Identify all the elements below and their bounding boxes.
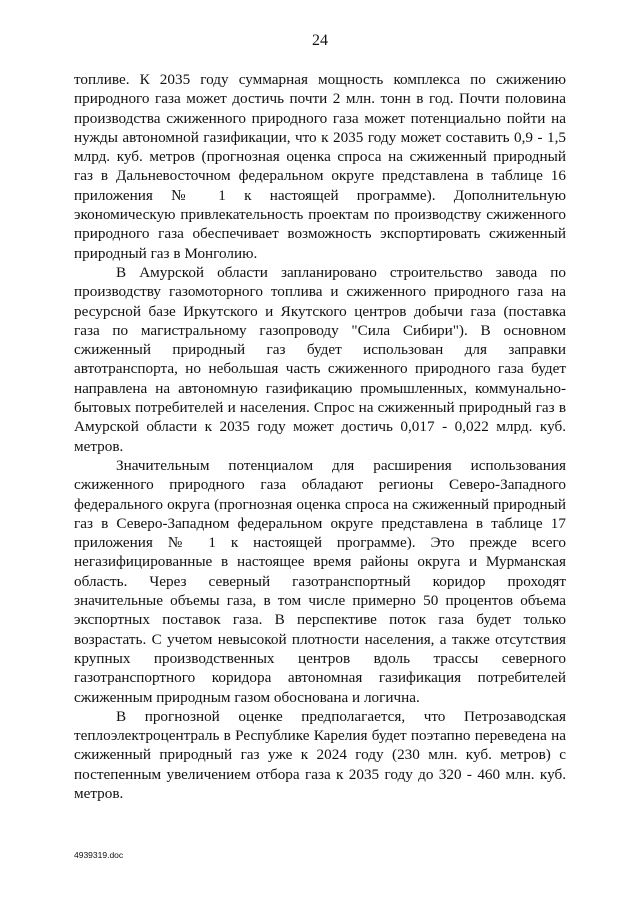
- footer-filename: 4939319.doc: [74, 850, 124, 860]
- paragraph-petrozavodsk-chp: В прогнозной оценке предполагается, что Петрозаводская теплоэлектроцентраль в Республике Карелия будет поэтапно переведена на сжиженный природный газ уже к 2024 году (230 млн. куб. метров) с постепенным увеличением отбора газа к 2035 году до 320 - 460 млн. куб. метров.: [74, 707, 566, 802]
- paragraph-amur-region: В Амурской области запланировано строительство завода по производству газомоторного топлива и сжиженного природного газа на ресурсной базе Иркутского и Якутского центров добычи газа (поставка газа по магистральному газопроводу "Сила Сибири"). В основном сжиженный природный газ будет использован для заправки автотранспорта, но небольшая часть сжиженного природного газа будет направлена на автономную газификацию промышленных, коммунально-бытовых потребителей и населения. Спрос на сжиженный природный газ в Амурской области к 2035 году может достичь 0,017 - 0,022 млрд. куб. метров.: [74, 263, 566, 455]
- paragraph-lng-capacity-continuation: топливе. К 2035 году суммарная мощность комплекса по сжижению природного газа может достичь почти 2 млн. тонн в год. Почти половина производства сжиженного природного газа может потенциально пойти на нужды автономной газификации, что к 2035 году может составить 0,9 - 1,5 млрд. куб. метров (прогнозная оценка спроса на сжиженный природный газ в Дальневосточном федеральном округе представлена в таблице 16 приложения № 1 к настоящей программе). Дополнительную экономическую привлекательность проектам по производству сжиженного природного газа обеспечивает возможность экспортировать сжиженный природный газ в Монголию.: [74, 71, 566, 262]
- document-body: [74, 70, 566, 803]
- paragraph-northwest-district: Значительным потенциалом для расширения использования сжиженного природного газа обладают регионы Северо-Западного федерального округа (прогнозная оценка спроса на сжиженный природный газ в Северо-Западном федеральном округе представлена в таблице 17 приложения № 1 к настоящей программе). Это прежде всего негазифицированные в настоящее время районы округа и Мурманская область. Через северный газотранспортный коридор проходят значительные объемы газа, в том числе примерно 50 процентов объема экспортных поставок газа. В перспективе поток газа будет только возрастать. С учетом невысокой плотности населения, а также отсутствия крупных производственных центров вдоль трассы северного газотранспортного коридора автономная газификация потребителей сжиженным природным газом обоснована и логична.: [74, 456, 566, 706]
- page-number: 24: [312, 32, 328, 49]
